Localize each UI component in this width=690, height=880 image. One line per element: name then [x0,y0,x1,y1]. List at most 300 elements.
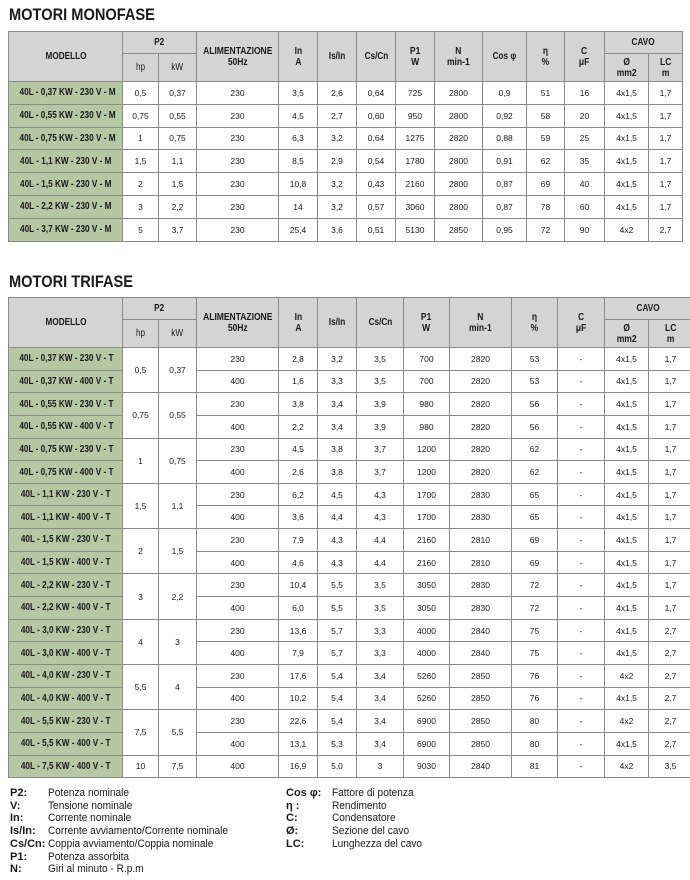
table-cell: 2820 [450,438,512,461]
table-cell: 4x2 [605,710,649,733]
table-cell: 2,6 [279,461,318,484]
table-cell: 4,5 [279,104,318,127]
table-cell: 3,8 [279,393,318,416]
table-cell: 1,7 [649,551,690,574]
model-name: 40L - 3,0 KW - 400 V - T [20,647,111,659]
table-cell: 3,4 [357,710,404,733]
p2-kw-cell: 2,2 [159,574,197,619]
p2-kw-cell: 1,5 [159,529,197,574]
col-kw: kW [159,54,197,82]
p2-kw-cell: 0,75 [159,438,197,483]
table-cell: 1700 [404,483,450,506]
table-cell: 400 [197,415,279,438]
table-cell: 0,75 [123,104,159,127]
table-cell: 400 [197,732,279,755]
model-cell [9,218,123,241]
table-cell: - [558,710,605,733]
p2-hp-cell: 2 [123,529,159,574]
monofase-table [8,31,683,242]
legend-value: Fattore di potenza [332,787,414,799]
table-cell: 3,6 [279,506,318,529]
table-cell: 1,7 [649,415,690,438]
table-cell: 17,6 [279,664,318,687]
table-cell: 3,7 [159,218,197,241]
table-cell: 0,9 [483,82,527,105]
table-row [9,438,690,461]
table-cell: 6900 [404,710,450,733]
table-row [9,415,690,438]
model-cell [9,104,123,127]
col-modello: MODELLO [9,32,123,82]
table-cell: 2,7 [649,664,690,687]
table-cell: 1,7 [649,173,683,196]
legend-value: Rendimento [332,799,387,812]
table-cell: 4,3 [357,483,404,506]
table-cell: 4x1,5 [605,127,649,150]
table-cell: 4x1,5 [605,687,649,710]
table-row [9,82,683,105]
model-name: 40L - 0,37 KW - 230 V - M [19,87,116,99]
table-cell: 69 [512,551,558,574]
table-row [9,150,683,173]
col-kw: kW [159,320,197,348]
table-cell: - [558,529,605,552]
table-cell: 3,7 [357,461,404,484]
table-cell: 5130 [396,218,435,241]
col-modello: MODELLO [9,298,123,348]
table-cell: 2800 [435,195,483,218]
table-cell: 90 [565,218,605,241]
table-cell: 2850 [450,687,512,710]
col-cosphi: Cos φ [483,32,527,82]
model-name: 40L - 0,55 KW - 230 V - M [19,110,116,122]
table-cell: 5,4 [318,664,357,687]
table-cell: 4,3 [318,529,357,552]
table-cell: 2840 [450,619,512,642]
table-cell: 400 [197,370,279,393]
table-cell: 3060 [396,195,435,218]
table-cell: 1,6 [279,370,318,393]
table-cell: 1,7 [649,597,690,620]
table-cell: 230 [197,438,279,461]
table-cell: 0,5 [123,82,159,105]
table-cell: 2820 [450,461,512,484]
table-cell: 40 [565,173,605,196]
model-cell [9,619,123,642]
p2-hp-cell: 1,5 [123,483,159,528]
model-cell [9,173,123,196]
table-cell: 4,4 [318,506,357,529]
col-isin: Is/In [318,298,357,348]
legend-key: Is/In: [10,825,36,838]
table-cell: 230 [197,150,279,173]
table-cell: 230 [197,574,279,597]
model-name: 40L - 1,1 KW - 400 V - T [20,511,111,523]
table-cell: 1780 [396,150,435,173]
table-cell: - [558,551,605,574]
table-cell: - [558,687,605,710]
table-cell: 3,5 [649,755,690,778]
table-cell: 2830 [450,574,512,597]
model-cell [9,415,123,438]
p2-hp-cell: 0,75 [123,393,159,438]
model-cell [9,664,123,687]
table-row [9,506,690,529]
table-cell: 3,4 [357,687,404,710]
table-cell: 1,7 [649,506,690,529]
table-cell: 230 [197,619,279,642]
table-cell: 9030 [404,755,450,778]
col-cavo: CAVO [605,298,690,320]
table-cell: 3050 [404,574,450,597]
table-cell: 4x1,5 [605,393,649,416]
legend-value: Corrente avviamento/Corrente nominale [48,825,229,838]
legend-key: N: [10,863,22,876]
table-cell: 0,54 [357,150,396,173]
model-cell [9,642,123,665]
model-name: 40L - 2,2 KW - 230 V - T [20,579,111,591]
table-cell: 4x1,5 [605,461,649,484]
table-cell: 4x1,5 [605,483,649,506]
table-cell: 1,5 [159,173,197,196]
model-name: 40L - 0,37 KW - 400 V - T [19,375,114,387]
model-cell [9,461,123,484]
table-cell: 1,7 [649,461,690,484]
table-cell: 80 [512,710,558,733]
table-cell: - [558,438,605,461]
legend-key: P2: [10,787,28,799]
table-cell: 58 [527,104,565,127]
table-cell: 3,7 [357,438,404,461]
table-cell: 2160 [404,551,450,574]
table-cell: - [558,597,605,620]
col-eta: η % [512,298,558,348]
legend-item [10,787,244,800]
model-name: 40L - 4,0 KW - 400 V - T [20,692,111,704]
legend-item [286,812,430,825]
col-p2: P2 [123,298,197,320]
table-cell: 2800 [435,82,483,105]
table-cell: - [558,574,605,597]
model-name: 40L - 4,0 KW - 230 V - T [20,670,111,682]
table-cell: 400 [197,755,279,778]
table-cell: 4x1,5 [605,173,649,196]
table-cell: 7,9 [279,642,318,665]
col-p2: P2 [123,32,197,54]
table-cell: - [558,619,605,642]
table-cell: 3,5 [357,574,404,597]
table-cell: 1200 [404,461,450,484]
legend-value: Giri al minuto - R.p.m [48,863,144,876]
legend-right [286,787,430,851]
table-cell: 5260 [404,664,450,687]
model-cell [9,150,123,173]
table-cell: 230 [197,173,279,196]
table-cell: 3,9 [357,393,404,416]
col-p1: P1 W [396,32,435,82]
trifase-table [8,297,690,778]
table-cell: - [558,732,605,755]
legend-value: Sezione del cavo [332,825,410,838]
table-cell: 60 [565,195,605,218]
table-cell: 5,0 [318,755,357,778]
table-cell: - [558,483,605,506]
table-cell: 230 [197,664,279,687]
table-cell: 5,3 [318,732,357,755]
table-cell: 2850 [450,664,512,687]
table-cell: 230 [197,195,279,218]
table-cell: 69 [512,529,558,552]
table-cell: 4x1,5 [605,597,649,620]
table-row [9,173,683,196]
table-cell: 1,7 [649,438,690,461]
legend-item [10,838,244,851]
table-cell: 2840 [450,755,512,778]
table-cell: 230 [197,82,279,105]
table-cell: 4x1,5 [605,642,649,665]
table-cell: 980 [404,415,450,438]
p2-kw-cell: 0,37 [159,348,197,393]
table-cell: 1,7 [649,104,683,127]
legend-key: Cos φ: [286,787,322,799]
table-row [9,619,690,642]
table-cell: 3,4 [318,393,357,416]
table-row [9,393,690,416]
table-cell: 4x1,5 [605,619,649,642]
table-cell: - [558,506,605,529]
model-name: 40L - 1,5 KW - 230 V - T [20,534,111,546]
col-c: C μF [565,32,605,82]
table-row [9,104,683,127]
legend-item [10,851,244,864]
model-name: 40L - 5,5 KW - 230 V - T [20,715,111,727]
table-cell: 4x1,5 [605,415,649,438]
table-cell: 2,7 [318,104,357,127]
table-cell: 3,5 [279,82,318,105]
table-cell: 400 [197,461,279,484]
table-cell: 4x1,5 [605,370,649,393]
table-cell: 0,51 [357,218,396,241]
table-cell: 10,4 [279,574,318,597]
col-c: C μF [558,298,605,348]
model-name: 40L - 1,1 KW - 230 V - M [19,155,112,167]
table-cell: 62 [527,150,565,173]
table-row [9,529,690,552]
legend-key: Cs/Cn: [10,837,46,850]
table-row [9,461,690,484]
model-name: 40L - 3,0 KW - 230 V - T [20,625,111,636]
table-cell: 10,2 [279,687,318,710]
table-cell: 2,2 [159,195,197,218]
table-cell: 72 [527,218,565,241]
table-cell: 13,6 [279,619,318,642]
col-eta: η % [527,32,565,82]
col-lc: LC m [649,54,683,82]
table-cell: 59 [527,127,565,150]
table-cell: 400 [197,506,279,529]
col-alimentazione: ALIMENTAZIONE 50Hz [197,298,279,348]
table-cell: 4,6 [279,551,318,574]
p2-hp-cell: 7,5 [123,710,159,755]
table-row [9,574,690,597]
table-cell: 10,8 [279,173,318,196]
table-cell: 0,43 [357,173,396,196]
model-cell [9,127,123,150]
table-cell: 1275 [396,127,435,150]
table-cell: 4x1,5 [605,506,649,529]
table-cell: 2,7 [649,642,690,665]
table-cell: 230 [197,393,279,416]
table-cell: 4x1,5 [605,195,649,218]
table-cell: 2850 [450,710,512,733]
table-cell: 78 [527,195,565,218]
legend-key: Ø: [286,825,299,838]
table-cell: 4x1,5 [605,348,649,371]
table-cell: 5,4 [318,710,357,733]
table-cell: 2,6 [318,82,357,105]
table-cell: 5,5 [318,574,357,597]
table-cell: 4,5 [279,438,318,461]
table-cell: 4,4 [357,529,404,552]
table-cell: 56 [512,393,558,416]
table-cell: 2,7 [649,218,683,241]
table-cell: 4000 [404,619,450,642]
legend-item [286,787,430,800]
table-cell: 2820 [450,370,512,393]
table-cell: 3 [357,755,404,778]
p2-hp-cell: 1 [123,438,159,483]
table-cell: 4x1,5 [605,438,649,461]
table-cell: 3,6 [318,218,357,241]
table-cell: 2,7 [649,732,690,755]
model-name: 40L - 5,5 KW - 400 V - T [20,738,111,750]
legend-item [286,800,430,813]
table-cell: 2820 [450,415,512,438]
table-cell: - [558,348,605,371]
table-cell: 400 [197,597,279,620]
table-cell: 1700 [404,506,450,529]
table-cell: 53 [512,348,558,371]
table-cell: 4x2 [605,755,649,778]
table-cell: 4x2 [605,218,649,241]
table-row [9,710,690,733]
table-row [9,127,683,150]
table-cell: 725 [396,82,435,105]
table-cell: 4,3 [357,506,404,529]
col-hp: hp [123,320,159,348]
table-cell: 2830 [450,506,512,529]
model-cell [9,348,123,371]
table-cell: 2,7 [649,619,690,642]
table-cell: 4x1,5 [605,574,649,597]
p2-kw-cell: 7,5 [159,755,197,778]
table-cell: 80 [512,732,558,755]
table-cell: 4,3 [318,551,357,574]
p2-kw-cell: 1,1 [159,483,197,528]
model-name: 40L - 1,1 KW - 230 V - T [20,489,111,501]
table-cell: 0,64 [357,82,396,105]
table-cell: 0,88 [483,127,527,150]
model-cell [9,710,123,733]
table-cell: 2850 [435,218,483,241]
model-cell [9,732,123,755]
table-cell: 25,4 [279,218,318,241]
legend-key: LC: [286,837,305,850]
model-cell [9,687,123,710]
col-alimentazione: ALIMENTAZIONE 50Hz [197,32,279,82]
table-cell: 3,5 [357,348,404,371]
table-cell: 400 [197,551,279,574]
table-cell: 5,7 [318,642,357,665]
p2-hp-cell: 5,5 [123,664,159,709]
model-cell [9,195,123,218]
model-name: 40L - 0,37 KW - 230 V - T [19,353,114,365]
table-cell: 75 [512,619,558,642]
table-cell: 1,7 [649,483,690,506]
table-cell: 1,1 [159,150,197,173]
table-cell: 4000 [404,642,450,665]
model-name: 40L - 0,75 KW - 230 V - T [19,443,114,455]
table-cell: 62 [512,438,558,461]
table-cell: 230 [197,104,279,127]
legend-value: Potenza nominale [48,787,130,799]
col-p1: P1 W [404,298,450,348]
table-cell: 0,57 [357,195,396,218]
table-cell: 75 [512,642,558,665]
table-cell: 700 [404,370,450,393]
legend-value: Tensione nominale [48,799,133,812]
table-cell: 4x1,5 [605,732,649,755]
p2-kw-cell: 3 [159,619,197,664]
p2-hp-cell: 3 [123,574,159,619]
model-name: 40L - 0,55 KW - 230 V - T [19,398,114,410]
table-cell: 4x1,5 [605,82,649,105]
legend-key: V: [10,799,21,812]
model-name: 40L - 2,2 KW - 230 V - M [19,201,112,213]
table-cell: 2800 [435,104,483,127]
p2-hp-cell: 4 [123,619,159,664]
legend-value: Coppia avviamento/Coppia nominale [48,837,214,850]
legend-key: C: [286,812,298,825]
legend-item [10,825,244,838]
col-hp: hp [123,54,159,82]
table-cell: - [558,415,605,438]
table-cell: 72 [512,574,558,597]
table-cell: 1,7 [649,150,683,173]
table-row [9,687,690,710]
table-cell: 0,37 [159,82,197,105]
legend-item [10,800,244,813]
table-cell: 53 [512,370,558,393]
table-cell: 0,60 [357,104,396,127]
table-cell: 2,8 [279,348,318,371]
legend-item [10,863,244,876]
table-cell: 0,92 [483,104,527,127]
table-cell: 1200 [404,438,450,461]
table-cell: 3,3 [357,642,404,665]
table-cell: 3,8 [318,461,357,484]
table-cell: 25 [565,127,605,150]
table-cell: 2,2 [279,415,318,438]
table-cell: 2840 [450,642,512,665]
table-cell: 69 [527,173,565,196]
model-cell [9,82,123,105]
table-cell: 2810 [450,529,512,552]
legend-value: Corrente nominale [48,812,132,825]
table-cell: 0,55 [159,104,197,127]
legend-item [286,825,430,838]
table-cell: - [558,393,605,416]
